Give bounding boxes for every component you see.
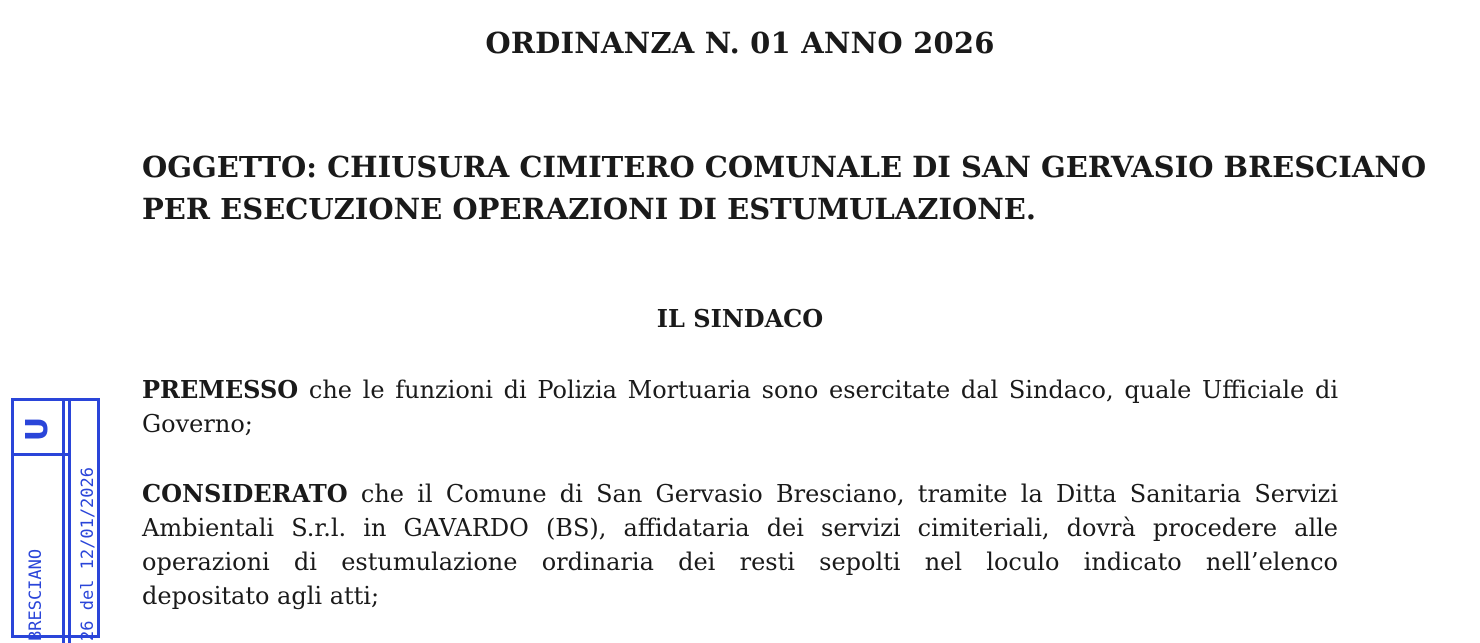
considerato-line-4: depositato agli atti; xyxy=(142,582,380,610)
considerato-paragraph xyxy=(142,477,1338,613)
document-subject xyxy=(142,146,1427,230)
considerato-line-2: Ambientali S.r.l. in GAVARDO (BS), affidataria dei servizi cimiteriali, dovrà procedere alle xyxy=(142,514,1338,542)
subject-line-1: OGGETTO: CHIUSURA CIMITERO COMUNALE DI SAN GERVASIO BRESCIANO xyxy=(142,150,1427,184)
stamp-divider xyxy=(68,398,71,643)
subject-line-2: PER ESECUZIONE OPERAZIONI DI ESTUMULAZIONE. xyxy=(142,192,1036,226)
premesso-paragraph xyxy=(142,373,1338,441)
premesso-line-2: Governo; xyxy=(142,410,253,438)
stamp-divider xyxy=(11,453,68,456)
protocol-stamp xyxy=(11,398,100,641)
considerato-keyword: CONSIDERATO xyxy=(142,479,348,508)
stamp-direction-letter: U xyxy=(20,416,55,442)
premesso-line-1 xyxy=(142,373,1338,407)
considerato-line-1 xyxy=(142,477,1338,511)
document-title: ORDINANZA N. 01 ANNO 2026 xyxy=(485,26,995,60)
considerato-line-1-text: che il Comune di San Gervasio Bresciano, tramite la Ditta Sanitaria Servizi xyxy=(347,480,1338,508)
stamp-protocol-date-text: 26 del 12/01/2026 xyxy=(78,467,98,641)
premesso-line-1-text: che le funzioni di Polizia Mortuaria sono esercitate dal Sindaco, quale Ufficiale di xyxy=(298,376,1338,404)
issuer-heading: IL SINDACO xyxy=(656,304,824,333)
stamp-divider xyxy=(62,398,65,643)
considerato-line-3: operazioni di estumulazione ordinaria dei resti sepolti nel loculo indicato nell’elenco xyxy=(142,548,1338,576)
stamp-municipality-text: BRESCIANO xyxy=(26,548,46,641)
premesso-keyword: PREMESSO xyxy=(142,375,299,404)
